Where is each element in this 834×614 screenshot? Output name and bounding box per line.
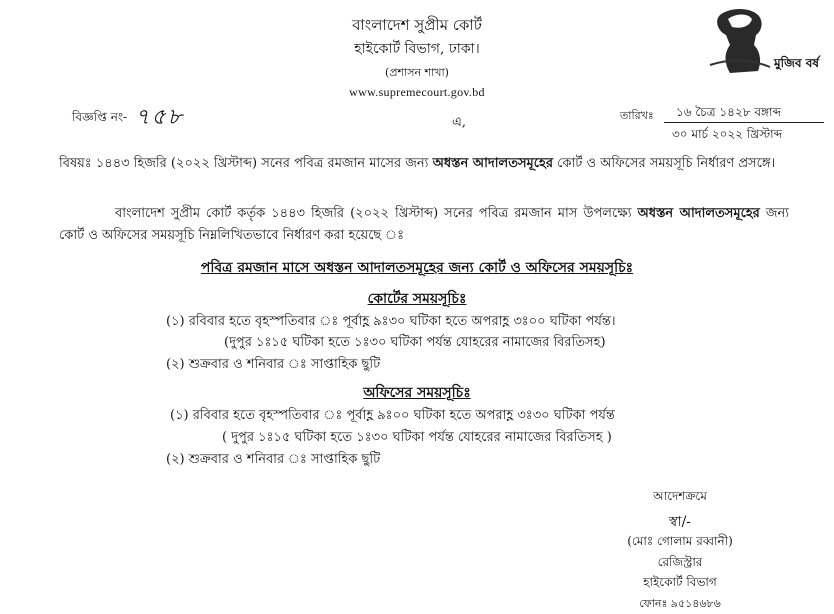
- signatory-name: (মোঃ গোলাম রব্বানী): [627, 534, 733, 548]
- subject-text-c: কোর্ট ও অফিসের সময়সূচি নির্ধারণ প্রসঙ্গে।: [552, 156, 776, 171]
- signatory-designation: রেজিস্ট্রার: [657, 555, 703, 569]
- e-mark: এ,: [452, 115, 467, 130]
- subject-text-a: বিষয়ঃ ১৪৪৩ হিজরি (২০২২ খ্রিস্টাব্দ) সনের পবিত্র রমজান মাসের জন্য: [59, 156, 433, 171]
- notice-reference: [72, 97, 184, 134]
- schedule-title: পবিত্র রমজান মাসে অধস্তন আদালতসমূহের জন্য কোর্ট ও অফিসের সময়সূচিঃ: [200, 260, 634, 276]
- date-label: তারিখঃ: [620, 109, 654, 122]
- date-bangla: ১৬ চৈত্র ১৪২৮ বঙ্গাব্দ: [676, 105, 781, 119]
- subject-text-bold: অধস্তন আদালতসমূহের: [432, 156, 553, 171]
- ref-label: বিজ্ঞপ্তি নং-: [72, 110, 128, 124]
- office-item-1-note: ( দুপুর ১ঃ১৫ ঘটিকা হতে ১ঃ৩০ ঘটিকা পর্যন্ত যোহরের নামাজের বিরতিসহ ): [222, 430, 612, 445]
- court-item-1: (১) রবিবার হতে বৃহস্পতিবার ঃ পূর্বাহ্ণ ৯ঃ৩০ ঘটিকা হতে অপরাহ্ণ ৩ঃ০০ ঘটিকা পর্যন্ত।: [166, 314, 616, 329]
- signature-order: আদেশক্রমে: [653, 489, 707, 503]
- signatory-division: হাইকোর্ট বিভাগ: [643, 575, 717, 589]
- body-paragraph: [59, 203, 789, 247]
- ref-number: ৭৫৮: [135, 105, 184, 130]
- body-text-bold: অধস্তন আদালতসমূহের: [637, 206, 760, 221]
- date-divider: [664, 122, 824, 123]
- body-text-a: বাংলাদেশ সুপ্রীম কোর্ট কর্তৃক ১৪৪৩ হিজরি (২০২২ খ্রিস্টাব্দ) সনের পবিত্র রমজান মাস উপলক্ষ্যে: [115, 206, 638, 221]
- office-schedule-heading: অফিসের সময়সূচিঃ: [363, 385, 471, 401]
- court-title: বাংলাদেশ সুপ্রীম কোর্ট: [352, 16, 482, 34]
- division-title: হাইকোর্ট বিভাগ, ঢাকা।: [354, 41, 480, 57]
- website-link[interactable]: www.supremecourt.gov.bd: [349, 85, 485, 99]
- logo-text: মুজিব বর্ষ: [774, 56, 819, 70]
- office-item-2: (২) শুক্রবার ও শনিবার ঃ সাপ্তাহিক ছুটি: [166, 452, 381, 467]
- court-item-1-note: (দুপুর ১ঃ১৫ ঘটিকা হতে ১ঃ৩০ ঘটিকা পর্যন্ত যোহরের নামাজের বিরতিসহ): [224, 335, 606, 350]
- signatory-phone: ফোনঃ ৯৫১৪৬৮৬: [639, 597, 721, 610]
- subject-line: [59, 153, 789, 174]
- court-schedule-heading: কোর্টের সময়সূচিঃ: [367, 291, 467, 307]
- office-item-1: (১) রবিবার হতে বৃহস্পতিবার ঃ পূর্বাহ্ণ ৯ঃ০০ ঘটিকা হতে অপরাহ্ণ ৩ঃ৩০ ঘটিকা পর্যন্ত: [170, 408, 615, 423]
- court-item-2: (২) শুক্রবার ও শনিবার ঃ সাপ্তাহিক ছুটি: [166, 357, 381, 372]
- body-text-c: জন্য কোর্ট ও অফিসের সময়সূচি নিম্নলিখিতভাবে নির্ধারণ করা হয়েছে ঃ: [59, 206, 789, 243]
- section-title: (প্রশাসন শাখা): [385, 66, 449, 79]
- date-gregorian: ৩০ মার্চ ২০২২ খ্রিস্টাব্দ: [672, 127, 783, 141]
- signature-signed: স্বা/-: [668, 514, 692, 530]
